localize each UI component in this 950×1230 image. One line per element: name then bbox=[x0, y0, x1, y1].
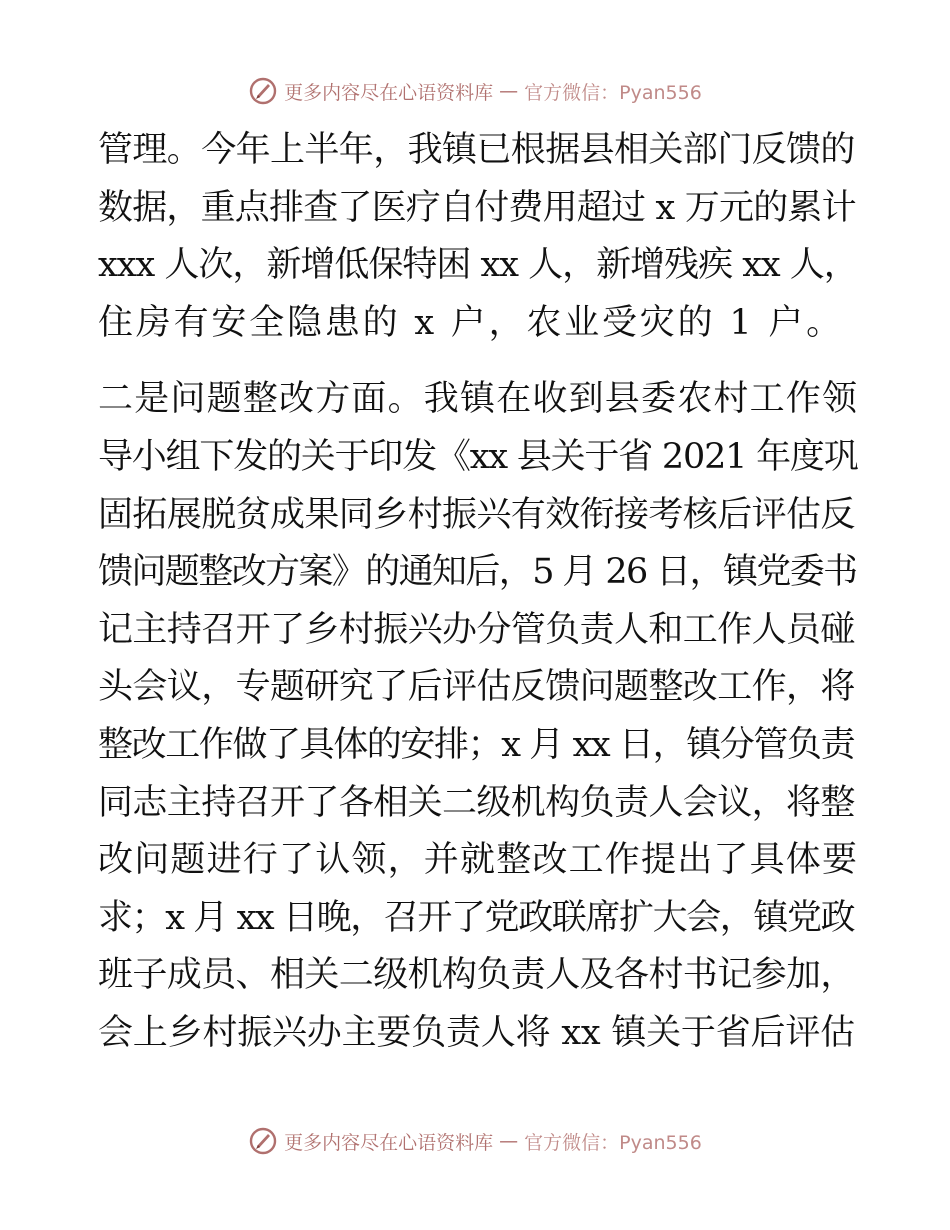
paragraph-1 bbox=[98, 122, 858, 352]
text-line: 头会议，专题研究了后评估反馈问题整改工作，将 bbox=[98, 667, 855, 708]
paragraph-spacer bbox=[98, 352, 858, 371]
text-line: 求；x 月 xx 日晚，召开了党政联席扩大会，镇党政 bbox=[98, 897, 855, 938]
brand-logo-icon bbox=[248, 76, 278, 106]
watermark-contact: 官方微信：Pyan556 bbox=[524, 81, 702, 104]
text-line: 固拓展脱贫成果同乡村振兴有效衔接考核后评估反 bbox=[98, 494, 855, 535]
watermark-brand: 更多内容尽在心语资料库 bbox=[284, 81, 494, 104]
header-watermark bbox=[0, 76, 950, 106]
paragraph-2 bbox=[98, 371, 858, 1062]
text-line: xxx 人次，新增低保特困 xx 人，新增残疾 xx 人， bbox=[98, 245, 858, 286]
text-line: 住房有安全隐患的 x 户，农业受灾的 1 户。 bbox=[98, 302, 844, 343]
text-line: 班子成员、相关二级机构负责人及各村书记参加， bbox=[98, 955, 855, 996]
footer-watermark bbox=[0, 1126, 950, 1156]
document-body bbox=[98, 122, 858, 1063]
text-line: 二是问题整改方面。我镇在收到县委农村工作领 bbox=[98, 379, 859, 420]
text-line: 同志主持召开了各相关二级机构负责人会议，将整 bbox=[98, 782, 855, 823]
text-line: 导小组下发的关于印发《xx 县关于省 2021 年度巩 bbox=[98, 436, 858, 477]
text-line: 数据，重点排查了医疗自付费用超过 x 万元的累计 bbox=[98, 187, 856, 228]
text-line: 馈问题整改方案》的通知后，5 月 26 日，镇党委书 bbox=[98, 552, 857, 593]
watermark-separator: — bbox=[499, 80, 519, 102]
text-line: 整改工作做了具体的安排；x 月 xx 日，镇分管负责 bbox=[98, 724, 855, 765]
watermark-brand: 更多内容尽在心语资料库 bbox=[284, 1131, 494, 1154]
brand-logo-icon bbox=[248, 1126, 278, 1156]
watermark-contact: 官方微信：Pyan556 bbox=[524, 1131, 702, 1154]
watermark-separator: — bbox=[499, 1130, 519, 1152]
text-line: 记主持召开了乡村振兴办分管负责人和工作人员碰 bbox=[98, 609, 855, 650]
text-line: 会上乡村振兴办主要负责人将 xx 镇关于省后评估 bbox=[98, 1012, 855, 1053]
text-line: 管理。今年上半年，我镇已根据县相关部门反馈的 bbox=[98, 130, 855, 170]
text-line: 改问题进行了认领，并就整改工作提出了具体要 bbox=[98, 840, 859, 881]
